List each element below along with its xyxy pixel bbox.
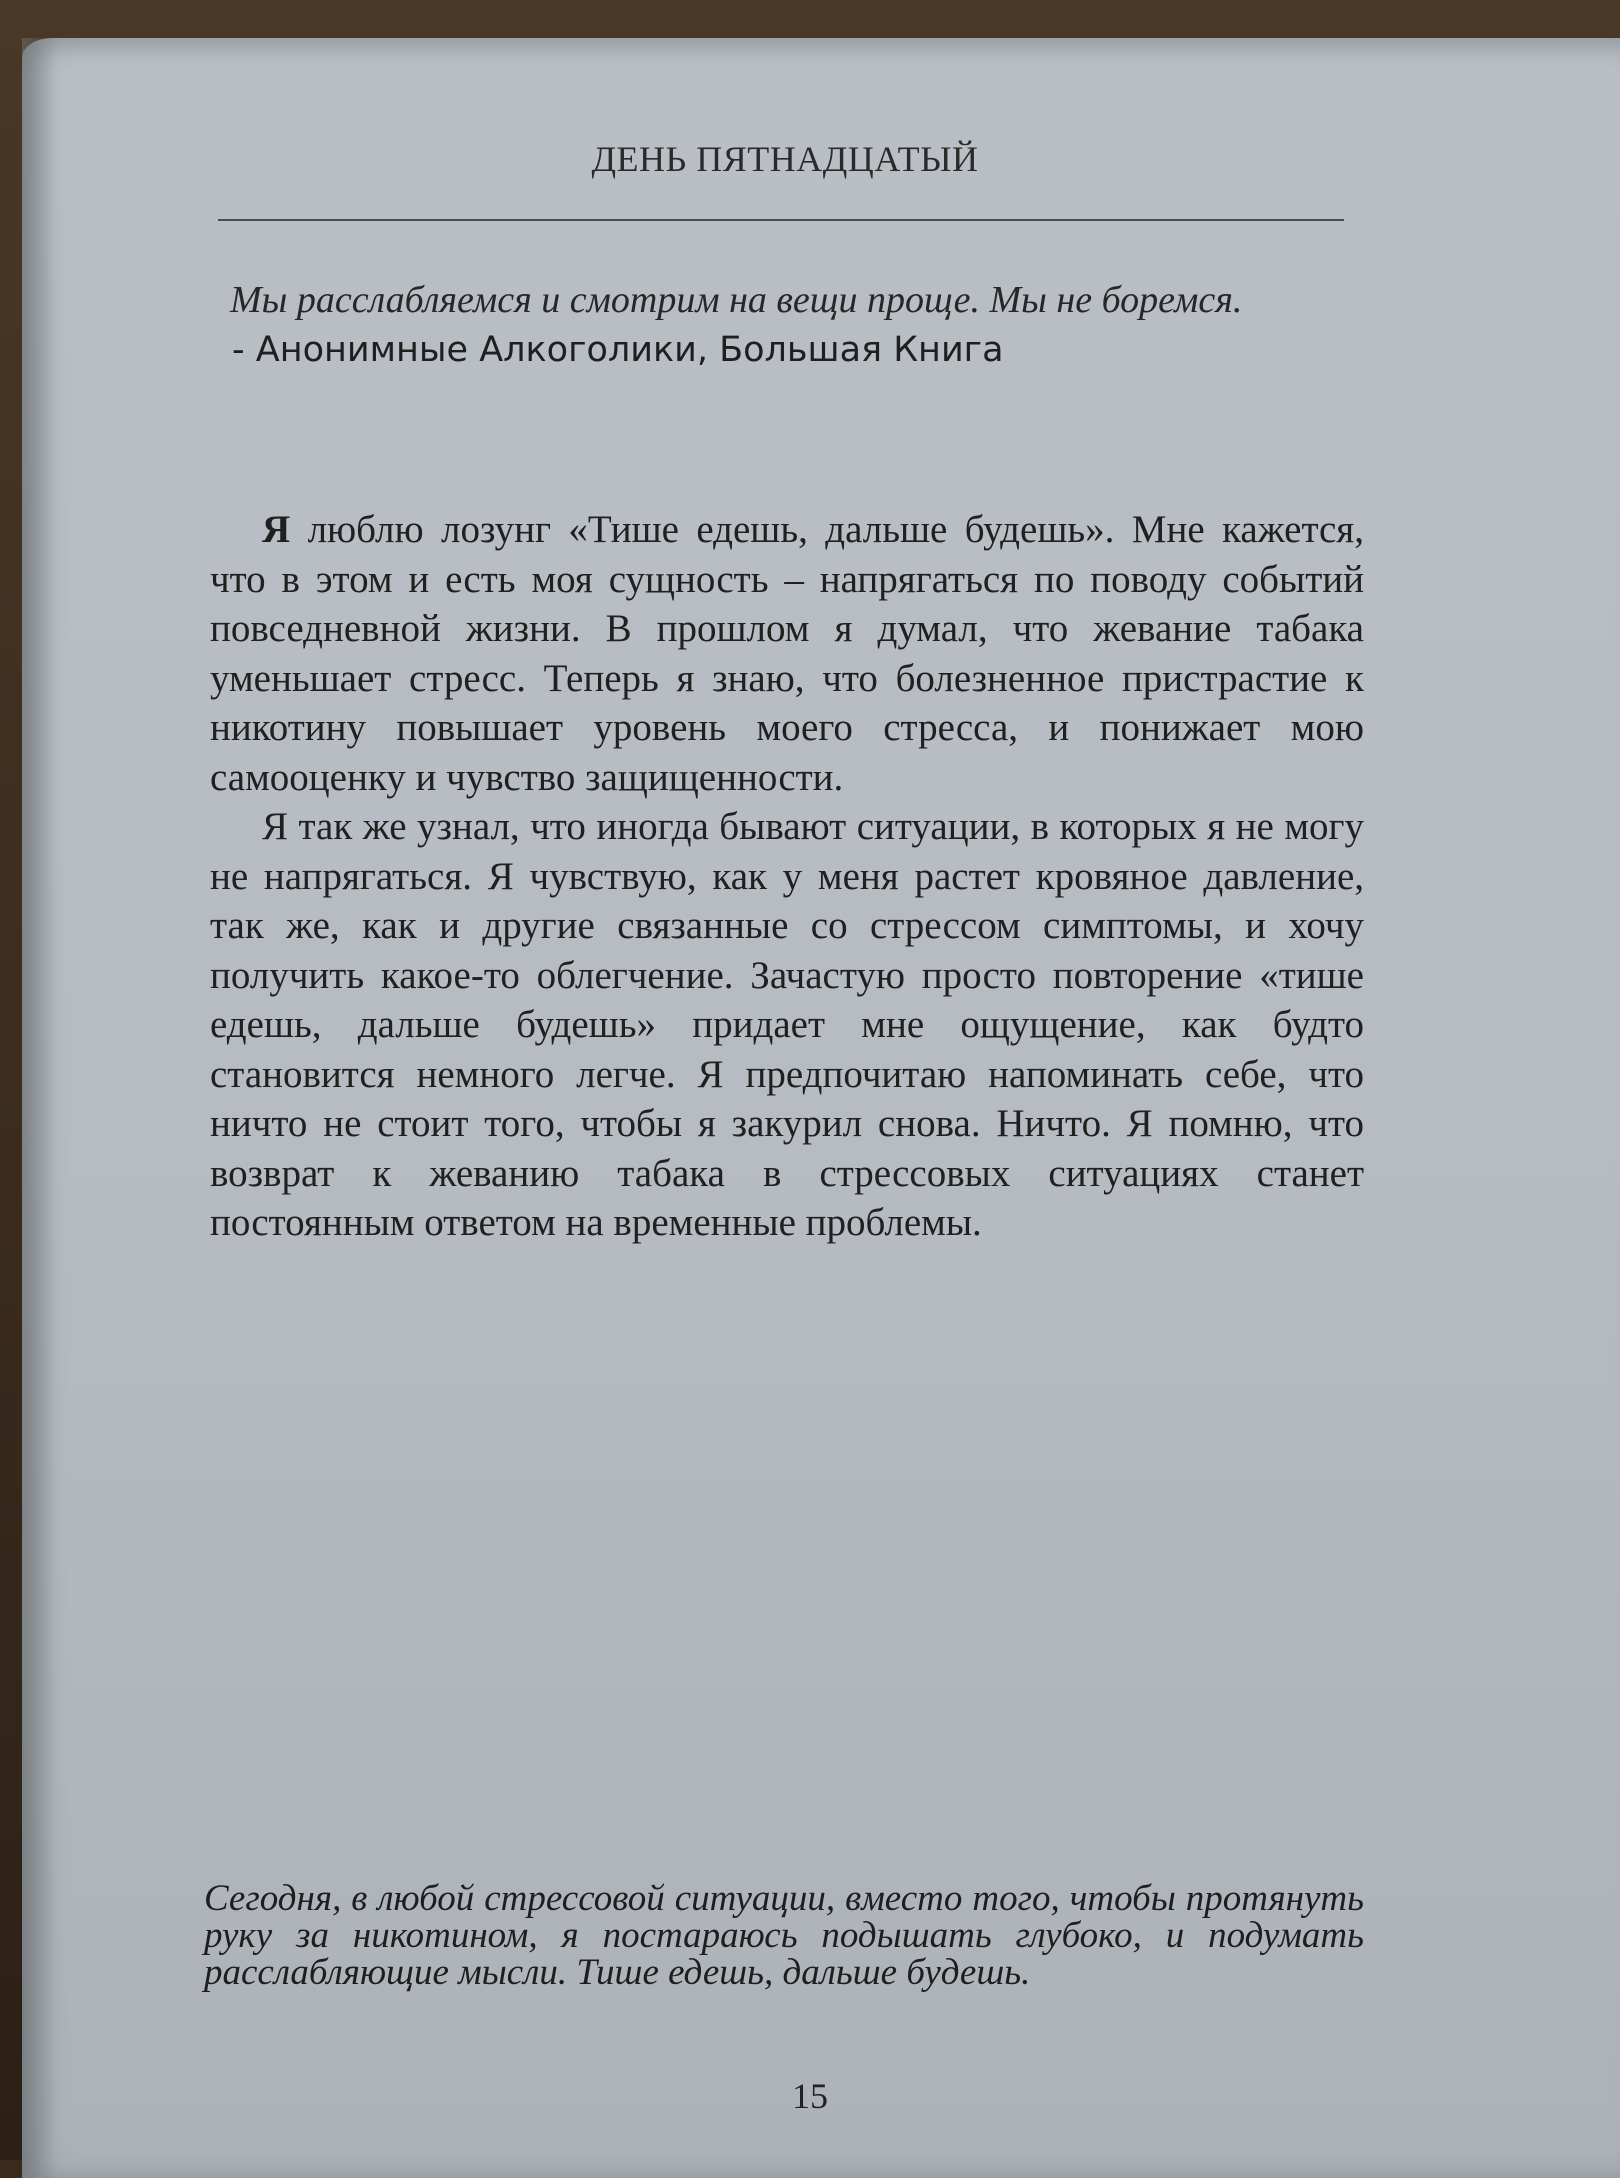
page-number: 15 bbox=[792, 2076, 828, 2116]
daily-meditation: Сегодня, в любой стрессовой ситуации, вместо того, чтобы протянуть руку за никотином, я постараюсь подышать глубоко, и подумать расслабляющие мысли. Тише едешь, дальше будешь. bbox=[204, 1878, 1364, 1993]
header-rule bbox=[218, 219, 1344, 221]
body-text bbox=[210, 505, 1364, 1248]
opening-word: Я bbox=[262, 508, 291, 551]
epigraph-source: - Анонимные Алкоголики, Большая Книга bbox=[232, 330, 1004, 370]
running-head: ДЕНЬ ПЯТНАДЦАТЫЙ bbox=[591, 139, 979, 179]
epigraph-quote: Мы расслабляемся и смотрим на вещи проще. Мы не боремся. bbox=[230, 279, 1243, 321]
body-paragraph-2: Я так же узнал, что иногда бывают ситуации, в которых я не могу не напрягаться. Я чувствую, как у меня растет кровяное давление, так же, как и другие связанные со стрессом симптомы, и хочу получить какое-то облегчение. Зачастую просто повторение «тише едешь, дальше будешь» придает мне ощущение, как будто становится немного легче. Я предпочитаю напоминать себе, что ничто не стоит того, чтобы я закурил снова. Ничто. Я помню, что возврат к жеванию табака в стрессовых ситуациях станет постоянным ответом на временные проблемы. bbox=[210, 805, 1364, 1244]
body-paragraph-1-text: люблю лозунг «Тише едешь, дальше будешь». Мне кажется, что в этом и есть моя сущность – напрягаться по поводу событий повседневной жизни. В прошлом я думал, что жевание табака уменьшает стресс. Теперь я знаю, что болезненное пристрастие к никотину повышает уровень моего стресса, и понижает мою самооценку и чувство защищенности. bbox=[210, 508, 1364, 799]
page-binding-shadow bbox=[22, 38, 56, 2178]
body-paragraph-1 bbox=[210, 505, 1364, 802]
